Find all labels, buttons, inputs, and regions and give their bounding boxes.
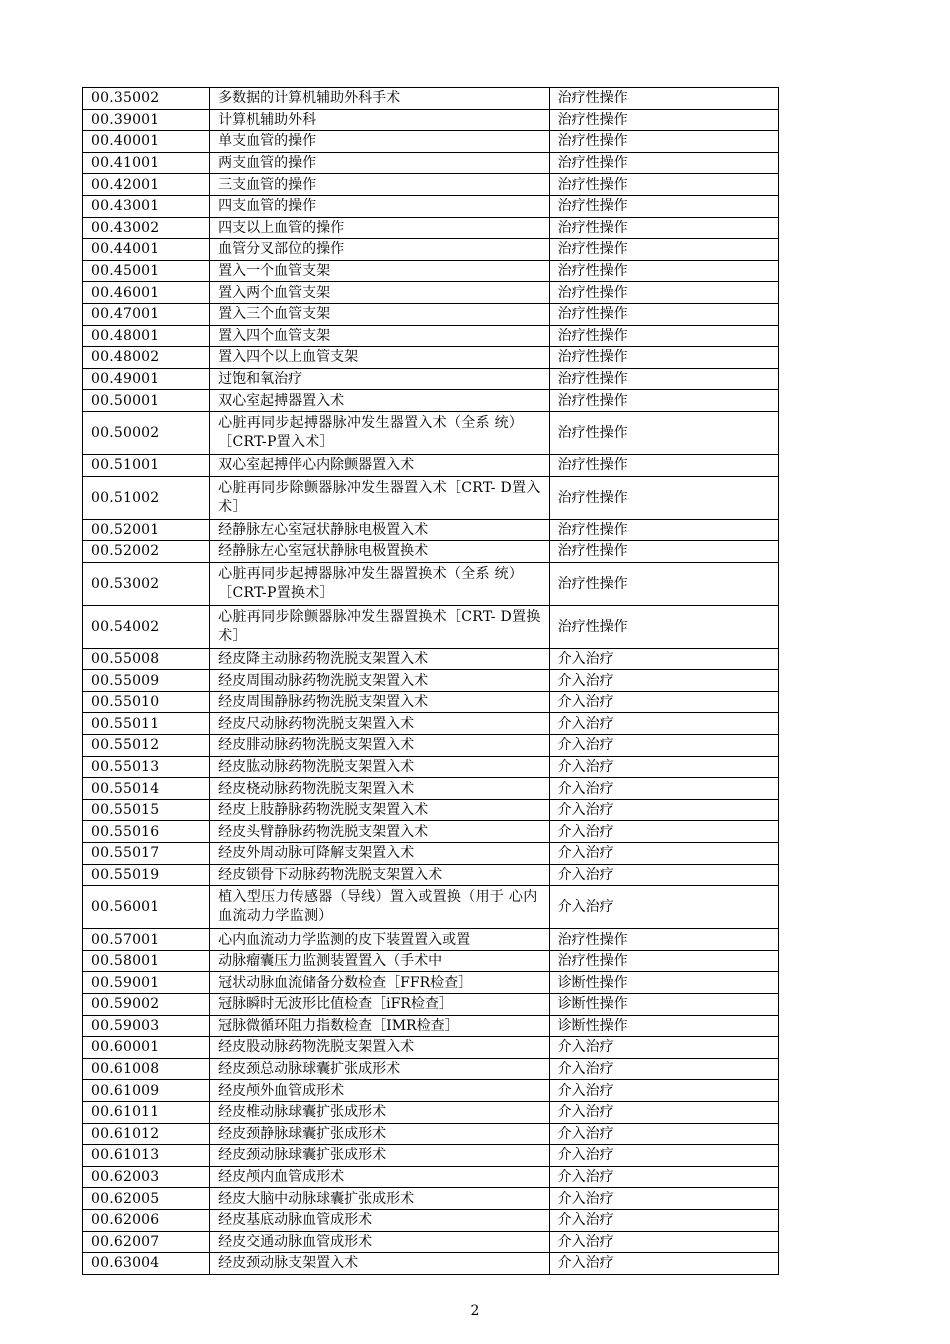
code-cell: 00.41001 xyxy=(83,152,210,174)
name-cell: 经皮降主动脉药物洗脱支架置入术 xyxy=(210,648,549,670)
code-cell: 00.51001 xyxy=(83,454,210,476)
name-cell: 经皮大脑中动脉球囊扩张成形术 xyxy=(210,1188,549,1210)
table-row xyxy=(83,260,779,282)
procedure-code-table xyxy=(82,87,779,1275)
code-cell: 00.35002 xyxy=(83,88,210,110)
table-row xyxy=(83,756,779,778)
category-cell: 治疗性操作 xyxy=(549,541,778,563)
name-cell: 经皮颈总动脉球囊扩张成形术 xyxy=(210,1058,549,1080)
page-number: 2 xyxy=(470,1303,480,1319)
table-body xyxy=(83,88,779,1275)
name-cell: 心脏再同步除颤器脉冲发生器置入术［CRT- D置入术］ xyxy=(210,476,549,519)
name-cell: 血管分叉部位的操作 xyxy=(210,239,549,261)
category-cell: 治疗性操作 xyxy=(549,88,778,110)
table-row xyxy=(83,605,779,648)
table-row xyxy=(83,972,779,994)
category-cell: 治疗性操作 xyxy=(549,239,778,261)
table-row xyxy=(83,1058,779,1080)
category-cell: 介入治疗 xyxy=(549,1101,778,1123)
code-cell: 00.61008 xyxy=(83,1058,210,1080)
code-cell: 00.62005 xyxy=(83,1188,210,1210)
category-cell: 治疗性操作 xyxy=(549,411,778,454)
name-cell: 单支血管的操作 xyxy=(210,131,549,153)
code-cell: 00.55015 xyxy=(83,799,210,821)
table-row xyxy=(83,562,779,605)
category-cell: 介入治疗 xyxy=(549,735,778,757)
code-cell: 00.59002 xyxy=(83,994,210,1016)
name-cell: 经静脉左心室冠状静脉电极置换术 xyxy=(210,541,549,563)
table-row xyxy=(83,541,779,563)
name-cell: 冠脉瞬时无波形比值检查［iFR检查］ xyxy=(210,994,549,1016)
table-row xyxy=(83,109,779,131)
name-cell: 经皮股动脉药物洗脱支架置入术 xyxy=(210,1037,549,1059)
code-cell: 00.52001 xyxy=(83,519,210,541)
table-row xyxy=(83,239,779,261)
table-row xyxy=(83,1015,779,1037)
category-cell: 治疗性操作 xyxy=(549,303,778,325)
table-row xyxy=(83,1231,779,1253)
name-cell: 过饱和氧治疗 xyxy=(210,368,549,390)
table-row xyxy=(83,390,779,412)
category-cell: 介入治疗 xyxy=(549,1080,778,1102)
code-cell: 00.46001 xyxy=(83,282,210,304)
table-row xyxy=(83,152,779,174)
code-cell: 00.45001 xyxy=(83,260,210,282)
code-cell: 00.50001 xyxy=(83,390,210,412)
code-cell: 00.50002 xyxy=(83,411,210,454)
category-cell: 诊断性操作 xyxy=(549,1015,778,1037)
code-cell: 00.61012 xyxy=(83,1123,210,1145)
code-cell: 00.42001 xyxy=(83,174,210,196)
name-cell: 心脏再同步起搏器脉冲发生器置入术（全系 统）［CRT-P置入术］ xyxy=(210,411,549,454)
name-cell: 经皮桡动脉药物洗脱支架置入术 xyxy=(210,778,549,800)
name-cell: 置入两个血管支架 xyxy=(210,282,549,304)
table-row xyxy=(83,519,779,541)
name-cell: 置入三个血管支架 xyxy=(210,303,549,325)
table-row xyxy=(83,325,779,347)
table-row xyxy=(83,131,779,153)
table-row xyxy=(83,1037,779,1059)
name-cell: 经皮椎动脉球囊扩张成形术 xyxy=(210,1101,549,1123)
code-cell: 00.48002 xyxy=(83,347,210,369)
category-cell: 治疗性操作 xyxy=(549,195,778,217)
table-row xyxy=(83,648,779,670)
code-cell: 00.62007 xyxy=(83,1231,210,1253)
name-cell: 经皮周围动脉药物洗脱支架置入术 xyxy=(210,670,549,692)
name-cell: 经皮颈动脉支架置入术 xyxy=(210,1253,549,1275)
category-cell: 介入治疗 xyxy=(549,1037,778,1059)
code-cell: 00.55014 xyxy=(83,778,210,800)
category-cell: 介入治疗 xyxy=(549,864,778,886)
code-cell: 00.53002 xyxy=(83,562,210,605)
category-cell: 治疗性操作 xyxy=(549,950,778,972)
table-row xyxy=(83,1209,779,1231)
name-cell: 动脉瘤囊压力监测装置置入（手术中 xyxy=(210,950,549,972)
name-cell: 心脏再同步除颤器脉冲发生器置换术［CRT- D置换术］ xyxy=(210,605,549,648)
table-row xyxy=(83,735,779,757)
code-cell: 00.51002 xyxy=(83,476,210,519)
code-cell: 00.55016 xyxy=(83,821,210,843)
code-cell: 00.48001 xyxy=(83,325,210,347)
table-row xyxy=(83,347,779,369)
name-cell: 冠状动脉血流储备分数检查［FFR检查］ xyxy=(210,972,549,994)
table-row xyxy=(83,476,779,519)
table-row xyxy=(83,1188,779,1210)
name-cell: 经皮尺动脉药物洗脱支架置入术 xyxy=(210,713,549,735)
category-cell: 治疗性操作 xyxy=(549,109,778,131)
category-cell: 治疗性操作 xyxy=(549,282,778,304)
name-cell: 经皮外周动脉可降解支架置入术 xyxy=(210,843,549,865)
name-cell: 多数据的计算机辅助外科手术 xyxy=(210,88,549,110)
code-cell: 00.63004 xyxy=(83,1253,210,1275)
category-cell: 治疗性操作 xyxy=(549,131,778,153)
category-cell: 介入治疗 xyxy=(549,670,778,692)
code-cell: 00.59001 xyxy=(83,972,210,994)
table-row xyxy=(83,1145,779,1167)
code-cell: 00.55009 xyxy=(83,670,210,692)
code-cell: 00.62006 xyxy=(83,1209,210,1231)
table-row xyxy=(83,886,779,929)
code-cell: 00.60001 xyxy=(83,1037,210,1059)
category-cell: 介入治疗 xyxy=(549,1123,778,1145)
name-cell: 经静脉左心室冠状静脉电极置入术 xyxy=(210,519,549,541)
category-cell: 介入治疗 xyxy=(549,821,778,843)
table-row xyxy=(83,778,779,800)
table-row xyxy=(83,411,779,454)
table-row xyxy=(83,195,779,217)
name-cell: 四支血管的操作 xyxy=(210,195,549,217)
code-cell: 00.55010 xyxy=(83,691,210,713)
code-cell: 00.62003 xyxy=(83,1166,210,1188)
name-cell: 经皮上肢静脉药物洗脱支架置入术 xyxy=(210,799,549,821)
code-cell: 00.55017 xyxy=(83,843,210,865)
code-cell: 00.55013 xyxy=(83,756,210,778)
name-cell: 心脏再同步起搏器脉冲发生器置换术（全系 统）［CRT-P置换术］ xyxy=(210,562,549,605)
category-cell: 介入治疗 xyxy=(549,648,778,670)
code-cell: 00.39001 xyxy=(83,109,210,131)
name-cell: 置入四个血管支架 xyxy=(210,325,549,347)
code-cell: 00.59003 xyxy=(83,1015,210,1037)
code-cell: 00.55012 xyxy=(83,735,210,757)
name-cell: 经皮颅内血管成形术 xyxy=(210,1166,549,1188)
code-cell: 00.61011 xyxy=(83,1101,210,1123)
category-cell: 诊断性操作 xyxy=(549,972,778,994)
name-cell: 两支血管的操作 xyxy=(210,152,549,174)
code-cell: 00.61013 xyxy=(83,1145,210,1167)
name-cell: 经皮腓动脉药物洗脱支架置入术 xyxy=(210,735,549,757)
code-cell: 00.40001 xyxy=(83,131,210,153)
table-row xyxy=(83,1101,779,1123)
name-cell: 心内血流动力学监测的皮下装置置入或置 xyxy=(210,929,549,951)
table-row xyxy=(83,368,779,390)
name-cell: 经皮肱动脉药物洗脱支架置入术 xyxy=(210,756,549,778)
name-cell: 冠脉微循环阻力指数检查［IMR检查］ xyxy=(210,1015,549,1037)
table-row xyxy=(83,217,779,239)
name-cell: 植入型压力传感器（导线）置入或置换（用于 心内血流动力学监测） xyxy=(210,886,549,929)
table-row xyxy=(83,454,779,476)
category-cell: 介入治疗 xyxy=(549,756,778,778)
name-cell: 经皮头臂静脉药物洗脱支架置入术 xyxy=(210,821,549,843)
category-cell: 介入治疗 xyxy=(549,799,778,821)
category-cell: 介入治疗 xyxy=(549,713,778,735)
name-cell: 经皮基底动脉血管成形术 xyxy=(210,1209,549,1231)
code-cell: 00.43001 xyxy=(83,195,210,217)
table-row xyxy=(83,670,779,692)
code-cell: 00.61009 xyxy=(83,1080,210,1102)
category-cell: 治疗性操作 xyxy=(549,325,778,347)
category-cell: 治疗性操作 xyxy=(549,929,778,951)
table-row xyxy=(83,303,779,325)
category-cell: 介入治疗 xyxy=(549,1209,778,1231)
code-cell: 00.55008 xyxy=(83,648,210,670)
table-row xyxy=(83,1080,779,1102)
code-cell: 00.44001 xyxy=(83,239,210,261)
name-cell: 双心室起搏器置入术 xyxy=(210,390,549,412)
name-cell: 三支血管的操作 xyxy=(210,174,549,196)
category-cell: 治疗性操作 xyxy=(549,368,778,390)
code-cell: 00.55019 xyxy=(83,864,210,886)
table-row xyxy=(83,282,779,304)
category-cell: 治疗性操作 xyxy=(549,605,778,648)
table-row xyxy=(83,994,779,1016)
name-cell: 计算机辅助外科 xyxy=(210,109,549,131)
category-cell: 治疗性操作 xyxy=(549,260,778,282)
category-cell: 介入治疗 xyxy=(549,691,778,713)
table-row xyxy=(83,88,779,110)
table-row xyxy=(83,713,779,735)
name-cell: 经皮周围静脉药物洗脱支架置入术 xyxy=(210,691,549,713)
table-row xyxy=(83,174,779,196)
table-row xyxy=(83,691,779,713)
category-cell: 诊断性操作 xyxy=(549,994,778,1016)
table-row xyxy=(83,1166,779,1188)
code-cell: 00.56001 xyxy=(83,886,210,929)
table-row xyxy=(83,799,779,821)
category-cell: 治疗性操作 xyxy=(549,174,778,196)
category-cell: 介入治疗 xyxy=(549,843,778,865)
table-row xyxy=(83,1123,779,1145)
code-cell: 00.55011 xyxy=(83,713,210,735)
category-cell: 介入治疗 xyxy=(549,1166,778,1188)
table-row xyxy=(83,864,779,886)
table-row xyxy=(83,950,779,972)
category-cell: 介入治疗 xyxy=(549,1145,778,1167)
name-cell: 双心室起搏伴心内除颤器置入术 xyxy=(210,454,549,476)
category-cell: 介入治疗 xyxy=(549,1188,778,1210)
code-cell: 00.43002 xyxy=(83,217,210,239)
category-cell: 介入治疗 xyxy=(549,1231,778,1253)
code-cell: 00.54002 xyxy=(83,605,210,648)
name-cell: 经皮颅外血管成形术 xyxy=(210,1080,549,1102)
category-cell: 治疗性操作 xyxy=(549,476,778,519)
name-cell: 经皮交通动脉血管成形术 xyxy=(210,1231,549,1253)
name-cell: 经皮颈动脉球囊扩张成形术 xyxy=(210,1145,549,1167)
category-cell: 治疗性操作 xyxy=(549,347,778,369)
category-cell: 治疗性操作 xyxy=(549,152,778,174)
code-cell: 00.47001 xyxy=(83,303,210,325)
name-cell: 置入一个血管支架 xyxy=(210,260,549,282)
code-cell: 00.58001 xyxy=(83,950,210,972)
category-cell: 治疗性操作 xyxy=(549,217,778,239)
table-row xyxy=(83,843,779,865)
name-cell: 经皮锁骨下动脉药物洗脱支架置入术 xyxy=(210,864,549,886)
category-cell: 治疗性操作 xyxy=(549,390,778,412)
category-cell: 介入治疗 xyxy=(549,1058,778,1080)
category-cell: 治疗性操作 xyxy=(549,562,778,605)
category-cell: 介入治疗 xyxy=(549,1253,778,1275)
code-cell: 00.49001 xyxy=(83,368,210,390)
category-cell: 介入治疗 xyxy=(549,886,778,929)
category-cell: 介入治疗 xyxy=(549,778,778,800)
category-cell: 治疗性操作 xyxy=(549,519,778,541)
table-row xyxy=(83,821,779,843)
category-cell: 治疗性操作 xyxy=(549,454,778,476)
table-row xyxy=(83,929,779,951)
name-cell: 四支以上血管的操作 xyxy=(210,217,549,239)
code-cell: 00.57001 xyxy=(83,929,210,951)
name-cell: 置入四个以上血管支架 xyxy=(210,347,549,369)
name-cell: 经皮颈静脉球囊扩张成形术 xyxy=(210,1123,549,1145)
code-cell: 00.52002 xyxy=(83,541,210,563)
table-row xyxy=(83,1253,779,1275)
